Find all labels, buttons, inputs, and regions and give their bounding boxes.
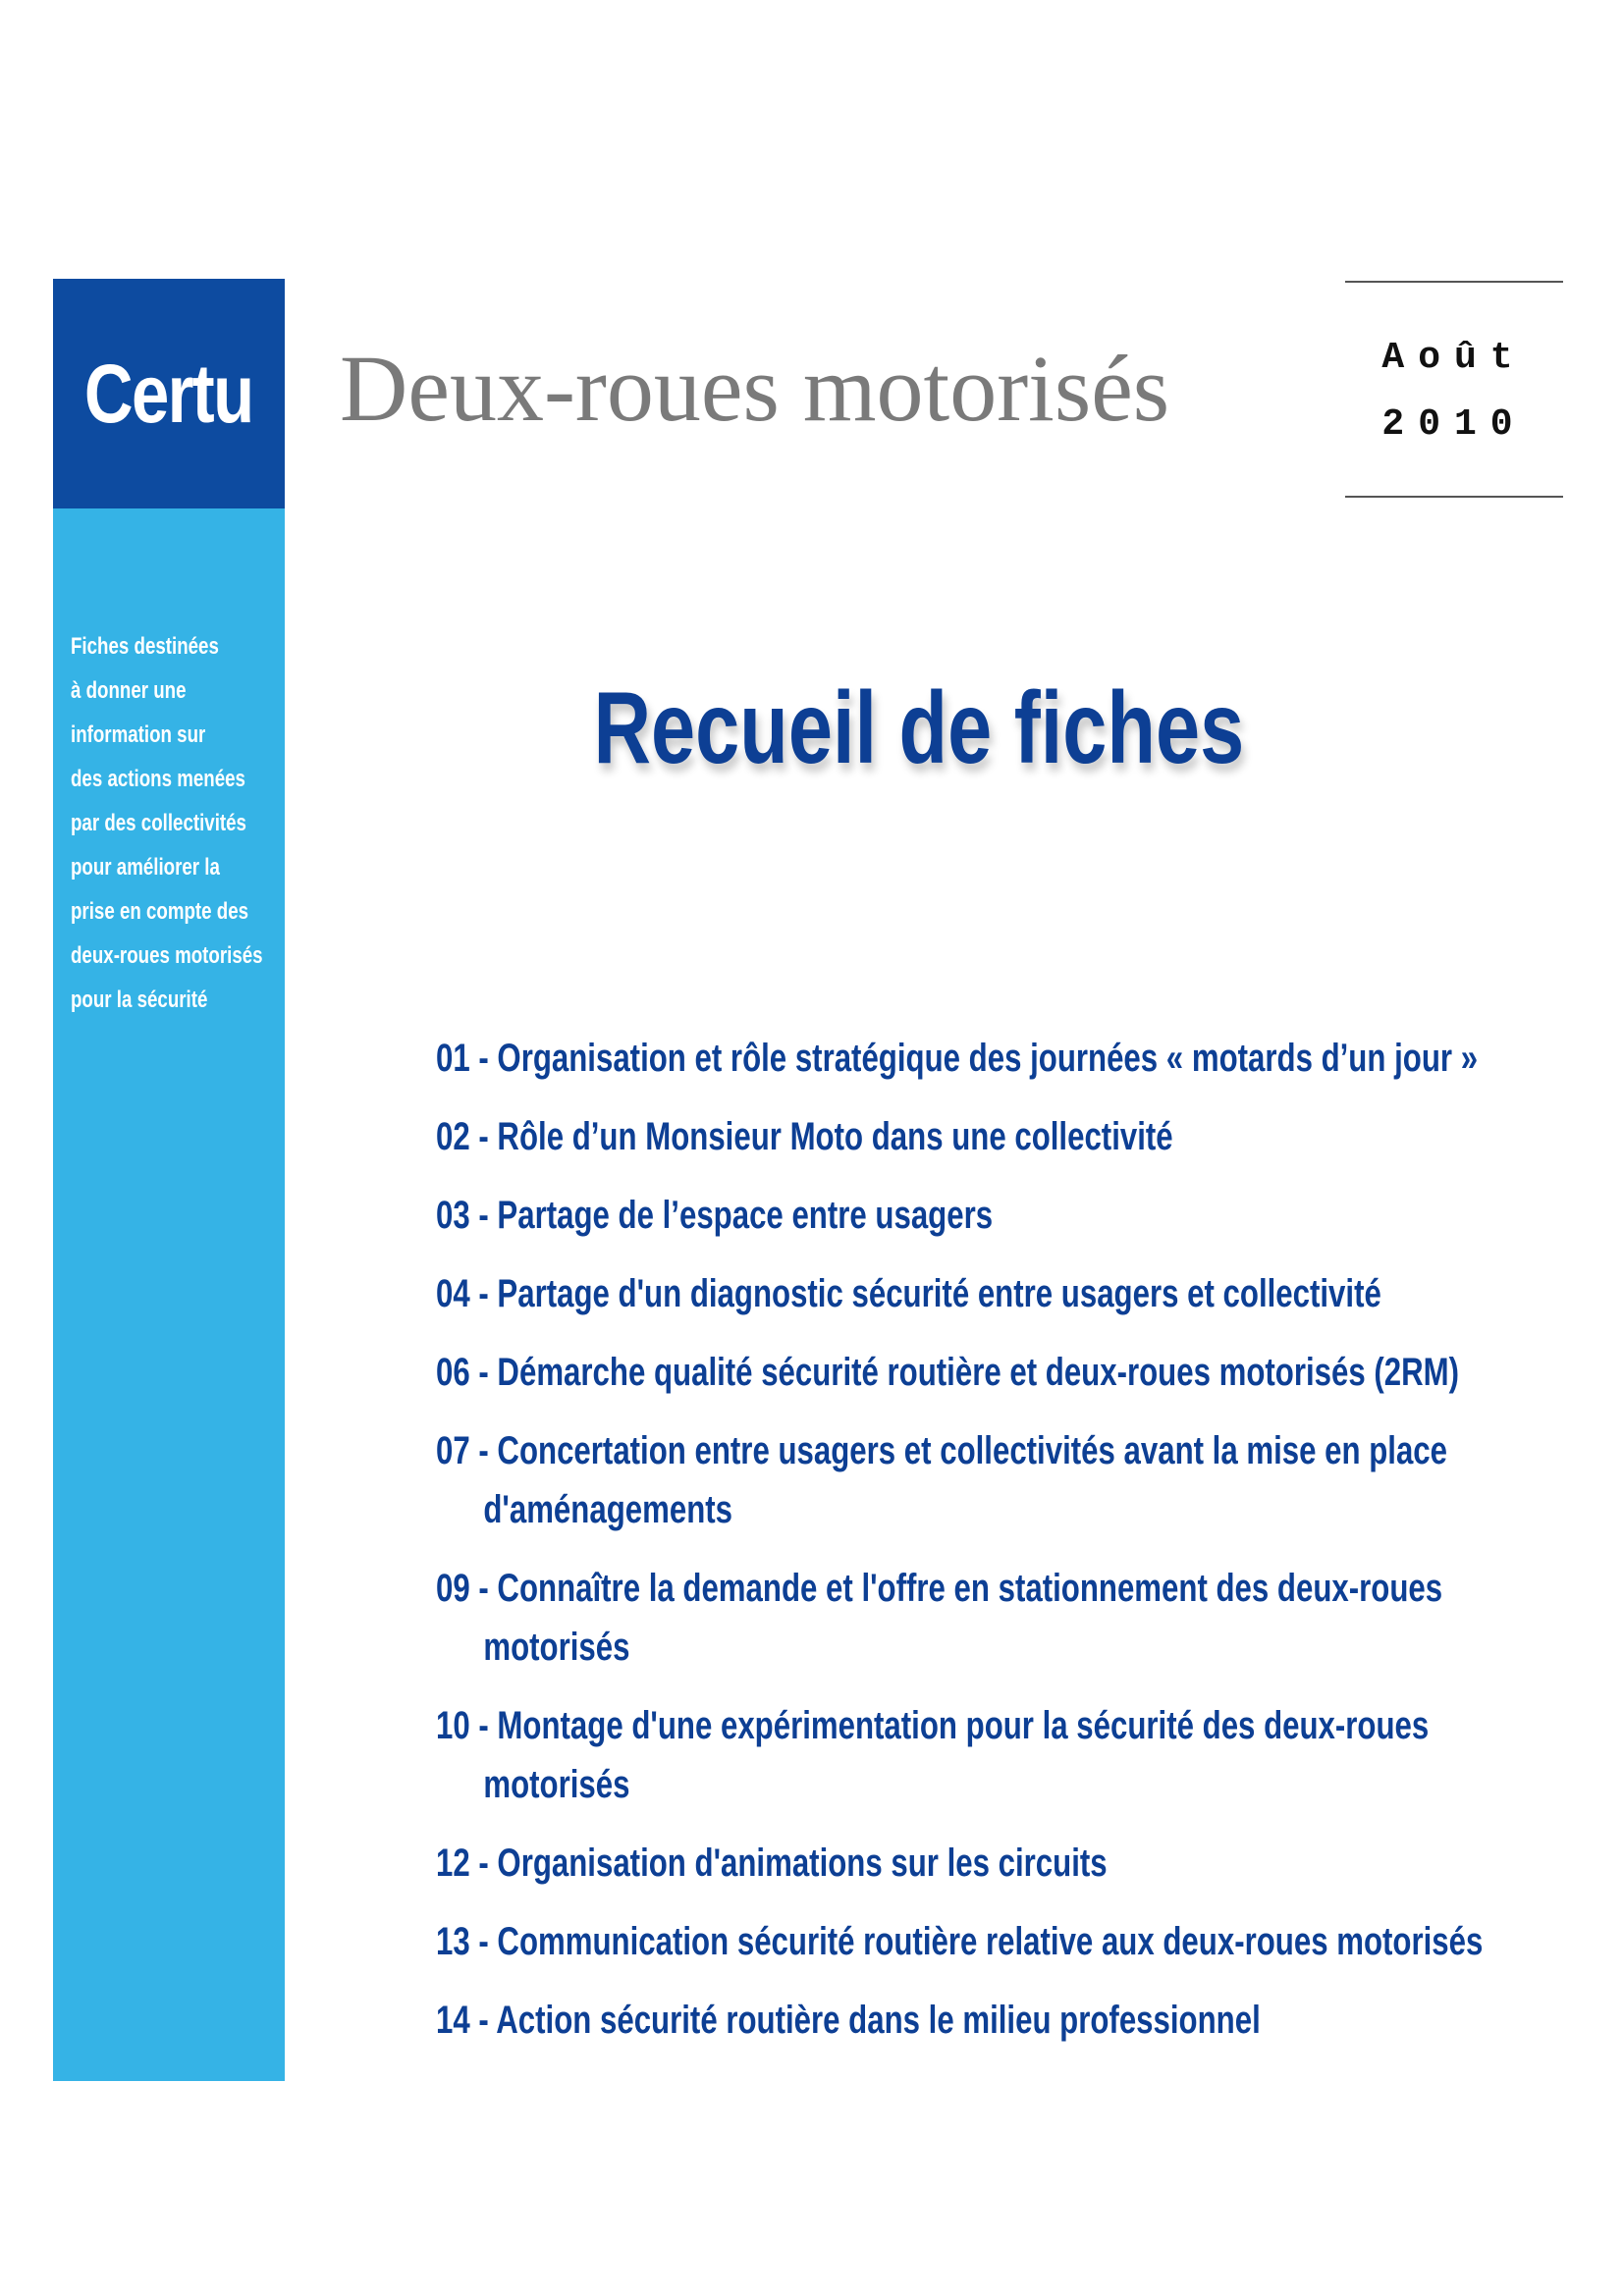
toc-item-continuation: motorisés <box>483 1626 630 1669</box>
toc-item: 07 - Concertation entre usagers et collectivités avant la mise en place <box>436 1429 1448 1472</box>
toc-item: 13 - Communication sécurité routière relative aux deux-roues motorisés <box>436 1920 1484 1963</box>
toc-item: 06 - Démarche qualité sécurité routière et deux-roues motorisés (2RM) <box>436 1351 1460 1394</box>
toc-item: 14 - Action sécurité routière dans le milieu professionnel <box>436 1999 1261 2042</box>
date-month: Août <box>1381 337 1527 379</box>
toc-item: 03 - Partage de l’espace entre usagers <box>436 1194 994 1237</box>
main-title: Recueil de fiches <box>593 671 1244 785</box>
sidebar-line: prise en compte des <box>71 898 249 925</box>
toc-item-continuation: motorisés <box>483 1763 630 1806</box>
date-top-rule <box>1345 281 1563 283</box>
toc-item: 12 - Organisation d'animations sur les circuits <box>436 1842 1108 1885</box>
sidebar-line: Fiches destinées <box>71 633 219 660</box>
sidebar-line: par des collectivités <box>71 810 246 836</box>
sidebar-line: à donner une <box>71 677 187 704</box>
sidebar-line: des actions menées <box>71 766 245 792</box>
toc-item: 09 - Connaître la demande et l'offre en stationnement des deux-roues <box>436 1567 1443 1610</box>
toc-item: 02 - Rôle d’un Monsieur Moto dans une collectivité <box>436 1115 1173 1158</box>
logo-text: Certu <box>84 347 253 440</box>
toc-item: 04 - Partage d'un diagnostic sécurité entre usagers et collectivité <box>436 1272 1381 1315</box>
toc-item-continuation: d'aménagements <box>483 1488 733 1531</box>
sidebar-line: information sur <box>71 721 206 748</box>
sidebar-line: deux-roues motorisés <box>71 942 263 969</box>
series-title: Deux-roues motorisés <box>340 336 1170 441</box>
certu-logo <box>53 279 285 508</box>
main-title-wrapper <box>0 671 1623 785</box>
toc-item: 01 - Organisation et rôle stratégique des journées « motards d’un jour » <box>436 1037 1479 1080</box>
date-year: 2010 <box>1381 403 1527 446</box>
toc-item: 10 - Montage d'une expérimentation pour la sécurité des deux-roues <box>436 1704 1430 1747</box>
date-bottom-rule <box>1345 496 1563 498</box>
sidebar-line: pour améliorer la <box>71 854 220 881</box>
sidebar-line: pour la sécurité <box>71 987 208 1013</box>
